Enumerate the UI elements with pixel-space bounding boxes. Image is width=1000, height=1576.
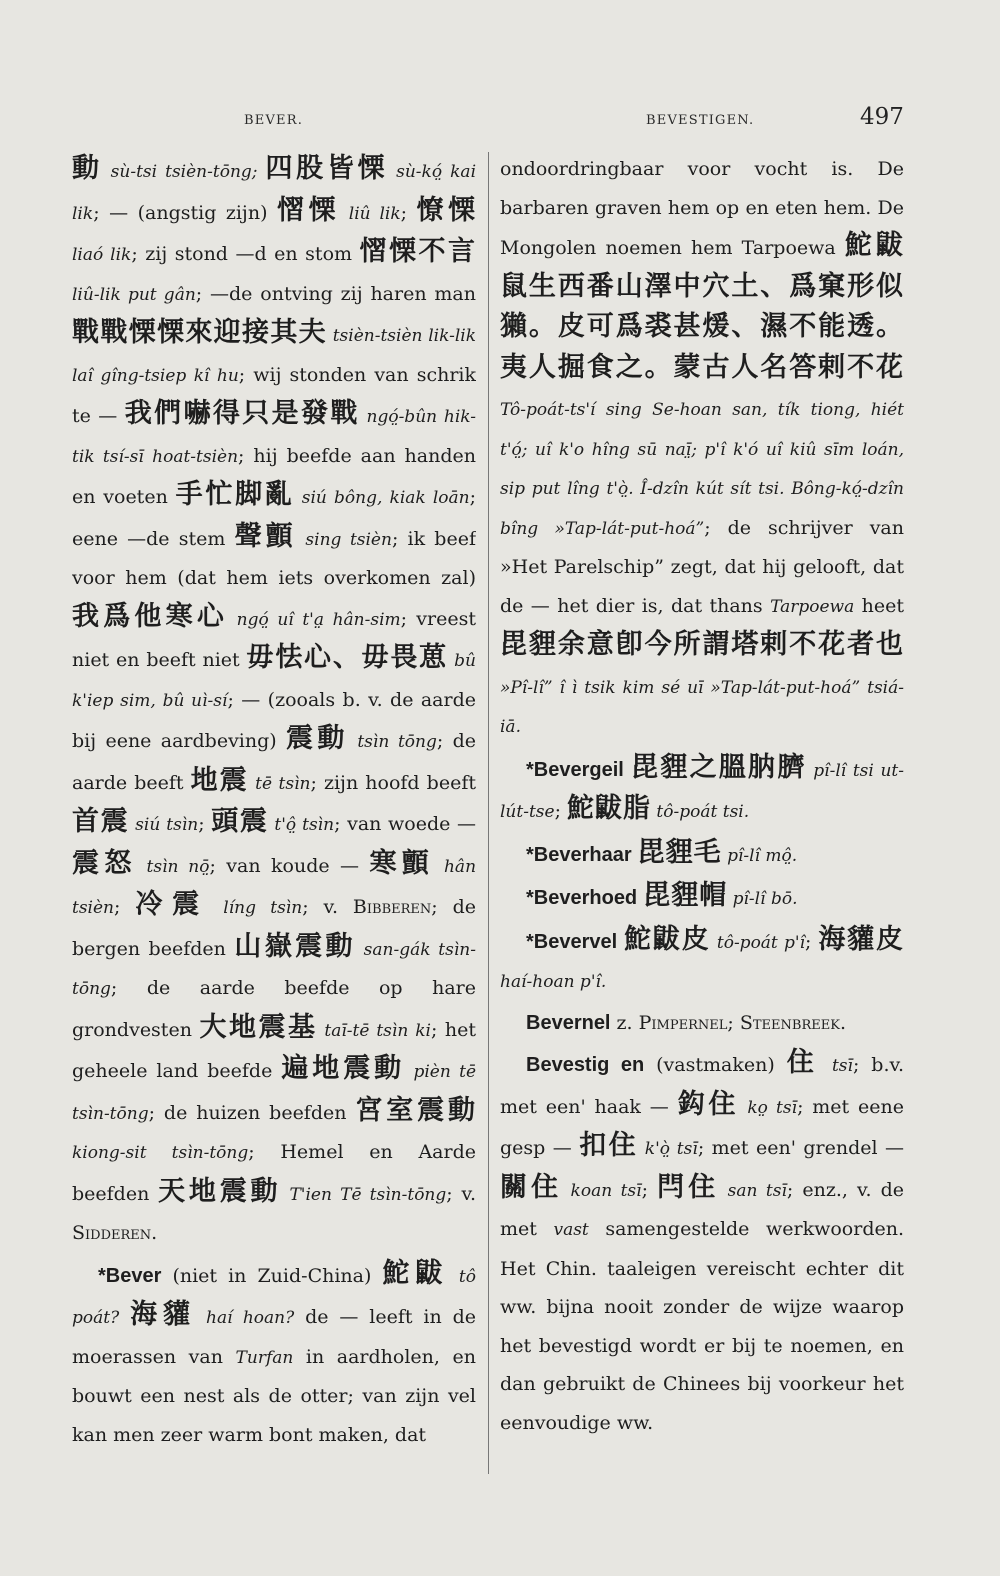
small-caps-reference: Pimpernel xyxy=(638,1011,728,1034)
romanization: tô poát? xyxy=(72,1266,476,1328)
chinese-characters: 冷震 xyxy=(135,889,210,920)
chinese-characters: 鮀鼥 xyxy=(382,1257,449,1289)
romanization: tsī xyxy=(820,1056,853,1076)
chinese-characters: 毘貍帽 xyxy=(643,880,728,911)
body-text: ; ik beef voor hem (dat hem iets overkomen zal) xyxy=(72,527,476,589)
body-text: ; eene —de stem xyxy=(72,486,476,550)
romanization: líng tsìn xyxy=(209,898,303,918)
small-caps-reference: Steenbreek xyxy=(739,1011,840,1034)
running-head-right: BEVESTIGEN. xyxy=(646,113,755,128)
headword: *Bevervel xyxy=(526,930,618,953)
chinese-characters: 震動 xyxy=(286,723,349,754)
entry-paragraph xyxy=(500,834,904,876)
chinese-characters: 天地震動 xyxy=(158,1175,282,1207)
chinese-characters: 震怒 xyxy=(72,847,137,879)
chinese-characters: 毘貍之膃肭臍 xyxy=(631,751,807,783)
chinese-characters: 海貛 xyxy=(130,1299,196,1330)
body-text: ondoordringbaar voor vocht is. De barbaren graven hem op en eten hem. De Mongolen noemen hem Tarpoewa xyxy=(500,158,904,259)
body-text: (vastmaken) xyxy=(644,1054,787,1076)
romanization: pî-lî bō. xyxy=(727,889,798,909)
romanization: ngó̤-bûn hik-tik tsí-sī hoat-tsièn xyxy=(72,407,476,467)
romanization: tô-poát p'î xyxy=(710,932,806,953)
body-text: . xyxy=(839,1011,846,1034)
romanization: tsièn-tsièn lik-lik laî gîng-tsiep kî hu xyxy=(72,326,476,386)
chinese-characters: 慴慄不言 xyxy=(359,236,476,267)
chinese-characters: 我爲他寒心 xyxy=(72,600,229,632)
body-text: (niet in Zuid-China) xyxy=(161,1264,383,1287)
body-text: ; Hemel en Aarde beefden xyxy=(72,1141,476,1205)
romanization: liû-lik put gân xyxy=(72,284,196,305)
romanization: haí hoan? xyxy=(195,1308,295,1328)
headword: Bevestig en xyxy=(526,1054,645,1076)
chinese-characters: 手忙脚亂 xyxy=(175,479,295,510)
body-text: ; zij stond —d en stom xyxy=(131,243,360,265)
body-text: ; van koude — xyxy=(209,854,370,877)
body-text: ; xyxy=(198,813,212,835)
body-text: ; wij stonden van schrik te — xyxy=(72,363,476,427)
body-text: ; —de ontving zij haren man xyxy=(195,282,476,305)
page-number: 497 xyxy=(860,104,904,130)
body-text: ; van woede — xyxy=(334,813,476,835)
running-head-left: BEVER. xyxy=(244,113,304,128)
romanization: tē tsìn xyxy=(248,773,311,794)
chinese-characters: 鮀鼥皮 xyxy=(624,923,711,955)
chinese-characters: 慴慄 xyxy=(276,194,340,226)
body-text: ; b.v. met een' haak — xyxy=(500,1054,904,1118)
romanization: sing tsièn xyxy=(296,529,392,550)
romanization: pî-lî tsi ut-lút-tse xyxy=(500,760,904,822)
romanization: koan tsī xyxy=(562,1180,642,1201)
body-text: ; het geheele land beefde xyxy=(72,1018,476,1082)
chinese-characters: 扣住 xyxy=(579,1130,638,1161)
romanization: liû lik xyxy=(339,203,401,224)
chinese-characters: 聲顫 xyxy=(234,520,297,552)
body-text: ; — (angstig zijn) xyxy=(93,201,277,224)
body-text: ; de huizen beefden xyxy=(148,1101,356,1124)
romanization: t'ô̤ tsìn xyxy=(268,815,335,835)
body-text: ; v. xyxy=(446,1182,476,1205)
headword: *Beverhoed xyxy=(526,887,638,909)
chinese-characters: 四股皆慄 xyxy=(265,153,389,184)
romanization: tsìn nō̤ xyxy=(136,856,210,877)
body-text xyxy=(119,1306,130,1328)
romanization: tsìn tōng xyxy=(348,732,437,752)
body-text: z. xyxy=(610,1011,639,1034)
chinese-characters: 寒顫 xyxy=(369,847,435,879)
romanization: ngó̤ uî t'a̤ hân-sim xyxy=(228,609,401,630)
romanization: siú bông, kiak loān xyxy=(294,488,470,508)
romanization: kiong-sit tsìn-tōng xyxy=(72,1143,249,1163)
romanization: ko̤ tsī xyxy=(739,1097,798,1118)
body-text: ; met een' grendel — xyxy=(697,1137,904,1159)
body-text: ; de schrijver van »Het Parelschip” zegt, dat hij gelooft, dat de — het dier is, dat thans xyxy=(500,516,904,617)
chinese-characters: 毋怯心、毋畏葸 xyxy=(246,642,448,673)
body-text: ; enz., v. de met xyxy=(500,1178,904,1240)
chinese-characters: 山嶽震動 xyxy=(234,930,356,962)
body-text: ; xyxy=(554,800,568,822)
chinese-characters: 閂住 xyxy=(657,1171,720,1203)
body-text: ; hij beefde aan handen en voeten xyxy=(72,444,476,508)
small-caps-reference: Sidderen xyxy=(72,1222,152,1244)
romanization: »Pî-lî” î ì tsik kim sé uī »Tap-lát-put-hoá” tsiá-iā. xyxy=(500,677,904,737)
headword: Bevernel xyxy=(526,1011,611,1034)
entry-paragraph xyxy=(500,877,904,919)
body-text: de — leeft in de moerassen van xyxy=(72,1306,476,1368)
romanization: vast xyxy=(553,1220,589,1240)
column-divider xyxy=(488,152,489,1474)
chinese-characters: 鈎住 xyxy=(677,1088,740,1120)
entry-paragraph xyxy=(72,1255,476,1455)
chinese-characters: 我們嚇得只是發戰 xyxy=(124,398,360,429)
romanization: taī-tē tsìn ki xyxy=(317,1020,431,1041)
romanization: tô-poát tsi. xyxy=(651,802,750,822)
headword: *Beverhaar xyxy=(526,843,632,866)
romanization: sù-tsi tsièn-tōng; xyxy=(102,162,266,182)
entry-paragraph xyxy=(72,150,476,1253)
headword: *Bevergeil xyxy=(526,758,624,781)
romanization: k'ò̤ tsī xyxy=(638,1139,698,1159)
romanization: san-gák tsìn-tōng xyxy=(72,939,476,999)
romanization: hân tsièn xyxy=(72,856,476,918)
chinese-characters: 大地震基 xyxy=(199,1011,318,1043)
entry-paragraph xyxy=(500,1004,904,1043)
chinese-characters: 住 xyxy=(786,1047,821,1078)
body-text: in aardholen, en bouwt een nest als de otter; van zijn vel kan men zeer warm bont maken, dat xyxy=(72,1345,476,1446)
chinese-characters: 遍地震動 xyxy=(281,1053,406,1084)
entry-paragraph xyxy=(500,749,904,832)
chinese-characters: 海貛皮 xyxy=(818,923,904,955)
chinese-characters: 地震 xyxy=(190,764,249,796)
body-text: . xyxy=(151,1222,158,1244)
body-text: ; vreest niet en beeft niet xyxy=(72,607,476,671)
romanization: haí-hoan p'î. xyxy=(500,972,607,992)
body-text: heet xyxy=(854,594,904,617)
romanization: Tarpoewa xyxy=(770,596,855,617)
romanization: bû k'iep sim, bû uì-sí xyxy=(72,651,476,711)
romanization: T'ien Tē tsìn-tōng xyxy=(281,1184,447,1205)
body-text: ; xyxy=(400,201,417,224)
romanization: sù-kó̤ kai lik xyxy=(72,162,476,224)
chinese-characters: 關住 xyxy=(500,1171,563,1203)
body-text: ; xyxy=(114,896,136,918)
chinese-characters: 鮀鼥脂 xyxy=(567,793,652,824)
chinese-characters: 鮀鼥鼠生西番山澤中穴土、爲窠形似獺。皮可爲裘甚煖、濕不能透。夷人掘食之。蒙古人名答剌不花 xyxy=(500,230,904,383)
romanization: pièn tē tsìn-tōng xyxy=(72,1062,476,1124)
chinese-characters: 戰戰慄慄來迎接其夫 xyxy=(72,317,327,348)
romanization: pî-lî mô̤. xyxy=(721,845,798,866)
entry-paragraph xyxy=(500,921,904,1002)
chinese-characters: 毘貍毛 xyxy=(637,836,722,868)
romanization: Tô-poát-ts'í sing Se-hoan san, tík tiong, hiét t'ó̤; uî k'o hîng sū naī̤; p'î k'ó uî kiû sīm loán, sip put lîng t'ò̤. Î-dzîn kút sít tsi. Bông-kó̤-dzîn bîng »Tap-lát-put-hoá” xyxy=(500,400,904,539)
chinese-characters: 首震 xyxy=(72,806,130,837)
entry-paragraph xyxy=(500,1044,904,1442)
body-text: ; de aarde beefde op hare grondvesten xyxy=(72,977,476,1041)
body-text: ; — (zooals b. v. de aarde bij eene aardbeving) xyxy=(72,688,476,752)
chinese-characters: 頭震 xyxy=(211,806,269,837)
entry-paragraph xyxy=(500,150,904,747)
right-column xyxy=(500,150,904,1480)
romanization: siú tsìn xyxy=(129,815,199,835)
body-text: samengestelde werkwoorden. Het Chin. taaleigen vereischt echter dit ww. bijna nooit zonder de wijze waarop het bevestigd wordt er bij te noemen, en dan gebruikt de Chinees bij voorkeur het eenvoudige ww. xyxy=(500,1218,904,1434)
body-text: ; met eene gesp — xyxy=(500,1095,904,1159)
body-text: ; v. xyxy=(302,896,353,918)
chinese-characters: 宮室震動 xyxy=(355,1094,476,1126)
body-text: ; de aarde beeft xyxy=(72,730,476,794)
romanization: san tsī xyxy=(719,1180,787,1201)
romanization: liaó lik xyxy=(72,245,132,265)
body-text: ; xyxy=(727,1011,740,1034)
left-column xyxy=(72,150,476,1480)
small-caps-reference: Bibberen xyxy=(352,896,432,918)
chinese-characters: 毘貍余意卽今所謂塔剌不花者也 xyxy=(500,629,904,660)
body-text: ; xyxy=(805,930,819,953)
body-text: ; de bergen beefden xyxy=(72,896,476,960)
headword: *Bever xyxy=(98,1264,162,1287)
chinese-characters: 憭慄 xyxy=(416,194,476,226)
romanization: Turfan xyxy=(235,1347,294,1368)
body-text: ; zijn hoofd beeft xyxy=(310,771,476,794)
chinese-characters: 動 xyxy=(72,153,103,184)
body-text: ; xyxy=(641,1178,658,1201)
